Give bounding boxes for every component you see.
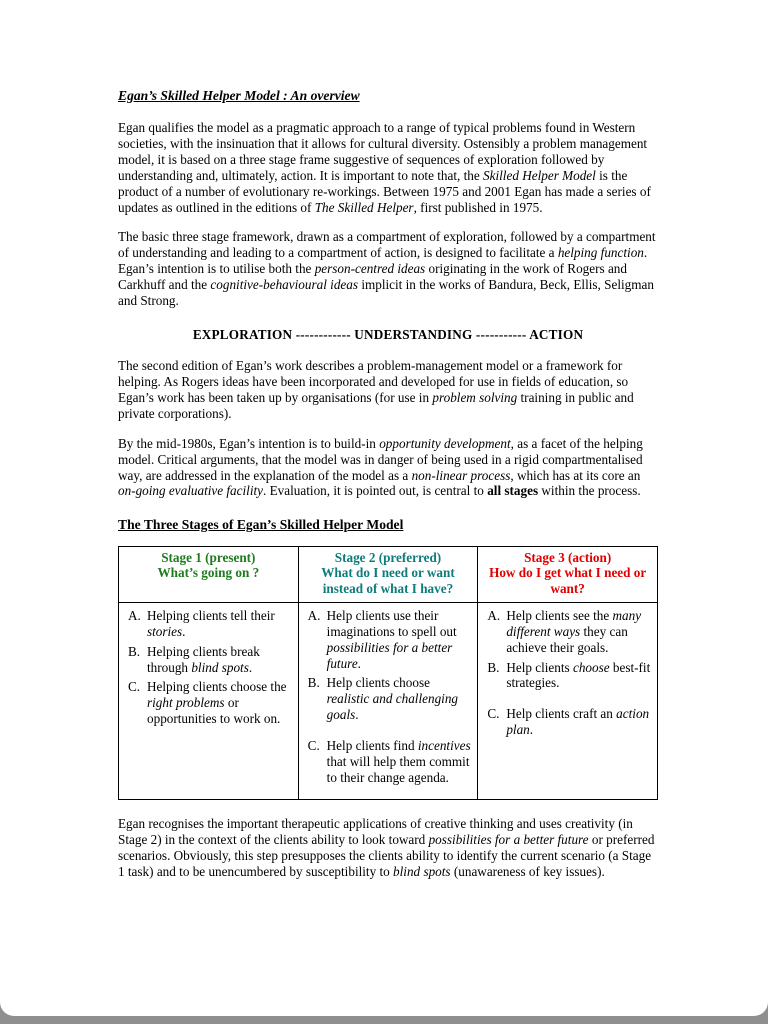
list-item-text: Help clients craft an action plan. <box>506 706 650 738</box>
list-item-marker: C. <box>487 706 500 722</box>
stage3-item-c <box>482 706 651 738</box>
list-item-text: Help clients choose realistic and challenging goals. <box>326 675 459 723</box>
stage3-subtitle: How do I get what I need or want? <box>489 565 647 597</box>
stage2-body-cell <box>298 603 478 800</box>
list-item-text: Help clients use their imaginations to spell out possibilities for a better future. <box>326 608 457 671</box>
list-item-text: Helping clients choose the right problems or opportunities to work on. <box>147 679 287 727</box>
stage1-subtitle: What’s going on ? <box>157 565 260 581</box>
stage1-item-b <box>123 644 292 676</box>
stage2-title: Stage 2 (preferred) <box>334 549 442 565</box>
stage1-item-a <box>123 608 292 640</box>
stage3-body-cell <box>478 603 658 800</box>
stage3-title: Stage 3 (action) <box>524 549 612 565</box>
stage1-body-cell <box>119 603 299 800</box>
stage3-item-a <box>482 608 651 656</box>
paragraph-mid-1980s: By the mid-1980s, Egan’s intention is to build-in opportunity development, as a facet of the helping model. Critical arguments, that the model was in danger of being used in a rigid compartmentalised way, are addressed in the explanation of the model as a non-linear process, which has at its core an on-going evaluative facility. Evaluation, it is pointed out, is central to all stages within the process. <box>118 435 643 499</box>
stage2-header-cell <box>298 546 478 603</box>
list-item-marker: A. <box>128 608 141 624</box>
stage1-item-c <box>123 679 292 727</box>
list-item-marker: C. <box>128 679 141 695</box>
paragraph-intro: Egan qualifies the model as a pragmatic approach to a range of typical problems found in Western societies, with the insinuation that it allows for cultural diversity. Ostensibly a problem management model, it is based on a three stage frame suggestive of sequences of exploration followed by understanding and, ultimately, action. It is important to note that, the Skilled Helper Model is the product of a number of evolutionary re-workings. Between 1975 and 2001 Egan has made a series of updates as outlined in the editions of The Skilled Helper, first published in 1975. <box>118 120 651 215</box>
stage-flow-line: EXPLORATION ------------ UNDERSTANDING ----------- ACTION <box>192 326 584 342</box>
list-item-marker: B. <box>128 643 141 659</box>
stages-table-body-row <box>119 603 658 800</box>
stage3-header-cell <box>478 546 658 603</box>
stage2-subtitle: What do I need or want instead of what I have? <box>321 565 455 597</box>
stage3-item-b <box>482 660 651 692</box>
paragraph-second-edition: The second edition of Egan’s work describes a problem-management model or a framework for helping. As Rogers ideas have been incorporated and developed for use in fields of education, so Egan’s work has been taken up by organisations (for use in problem solving training in public and private corporations). <box>118 358 634 421</box>
list-item-marker: A. <box>307 608 321 624</box>
stage2-item-b <box>303 675 472 723</box>
list-item-text: Help clients choose best-fit strategies. <box>506 659 651 691</box>
stage2-item-a <box>303 608 472 671</box>
list-item-marker: C. <box>307 737 320 753</box>
list-item-text: Help clients find incentives that will help them commit to their change agenda. <box>326 737 471 785</box>
section-heading-three-stages: The Three Stages of Egan’s Skilled Helper Model <box>118 517 404 533</box>
paragraph-framework: The basic three stage framework, drawn as a compartment of exploration, followed by a compartment of understanding and leading to a compartment of action, is designed to facilitate a helping function. Egan’s intention is to utilise both the person-centred ideas originating in the work of Rogers and Carkhuff and the cognitive-behavioural ideas implicit in the works of Bandura, Beck, Ellis, Seligman and Strong. <box>118 229 656 308</box>
list-item-text: Helping clients break through blind spots. <box>147 643 260 675</box>
document-title: Egan’s Skilled Helper Model : An overview <box>118 88 360 103</box>
list-item-text: Helping clients tell their stories. <box>147 608 275 639</box>
stages-table-header-row <box>119 546 658 603</box>
stage1-title: Stage 1 (present) <box>161 549 256 565</box>
list-item-text: Help clients see the many different ways they can achieve their goals. <box>506 608 642 655</box>
stages-table <box>118 546 658 801</box>
stage1-header-cell <box>119 546 299 603</box>
list-item-marker: A. <box>487 608 501 624</box>
paragraph-closing: Egan recognises the important therapeutic applications of creative thinking and uses creativity (in Stage 2) in the context of the clients ability to look toward possibilities for a better future or preferred scenarios. Obviously, this step presupposes the clients ability to identify the current scenario (a Stage 1 task) and to be unencumbered by susceptibility to blind spots (unawareness of key issues). <box>118 816 655 879</box>
list-item-marker: B. <box>307 675 320 691</box>
stage2-item-c <box>303 738 472 786</box>
list-item-marker: B. <box>487 659 500 675</box>
